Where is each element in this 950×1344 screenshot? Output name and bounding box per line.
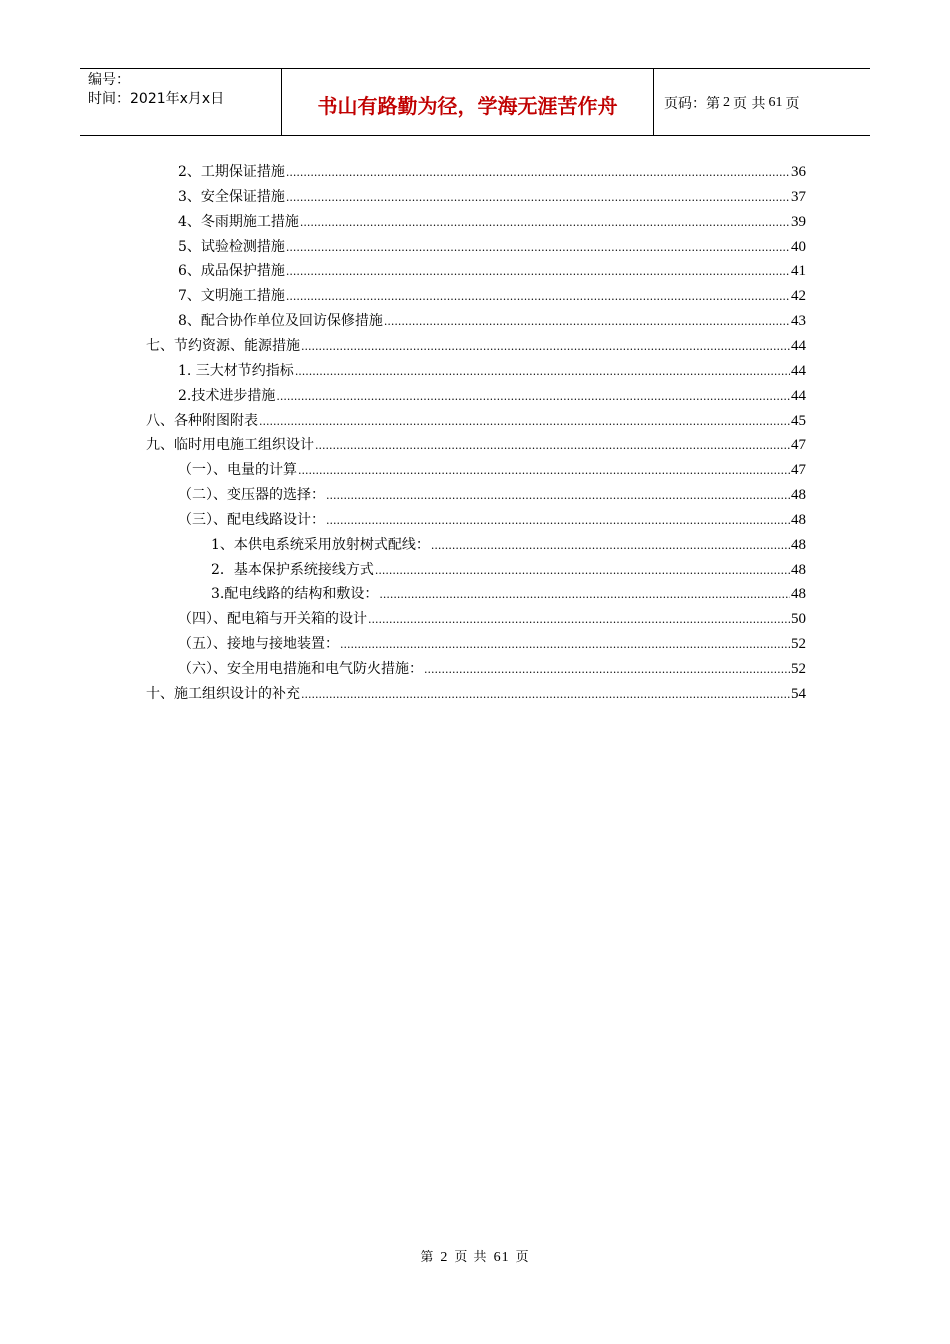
toc-entry-page: 52	[791, 636, 806, 653]
toc-entry-title: （三）、配电线路设计：	[178, 511, 325, 528]
toc-entry[interactable]	[178, 384, 806, 406]
footer-current-page: 2	[440, 1250, 449, 1265]
toc-entry-leader	[286, 189, 790, 207]
toc-entry-page: 43	[791, 313, 806, 330]
toc-entry-title: 七、节约资源、能源措施	[146, 337, 300, 354]
toc-entry-title: （一）、电量的计算	[178, 462, 297, 479]
toc-entry-title: 九、临时用电施工组织设计	[146, 437, 314, 454]
toc-entry-leader	[379, 586, 790, 604]
toc-entry-title: 4、冬雨期施工措施	[178, 213, 299, 230]
header-meta	[80, 69, 282, 135]
toc-entry-page: 42	[791, 288, 806, 305]
toc-entry-page: 41	[791, 263, 806, 280]
toc-entry[interactable]	[178, 259, 806, 281]
header-page-current: 2	[723, 95, 730, 110]
header-page-prefix: 页码：第	[664, 96, 720, 112]
header-page-total: 61	[768, 95, 783, 110]
toc-entry-title: 7、文明施工措施	[178, 288, 285, 305]
toc-entry-page: 48	[791, 561, 806, 578]
toc-entry[interactable]	[146, 409, 806, 431]
toc-entry-leader	[375, 562, 790, 580]
toc-entry-leader	[286, 263, 790, 281]
toc-entry-title: 2.技术进步措施	[178, 387, 276, 404]
toc-entry-page: 39	[791, 213, 806, 230]
toc-entry-leader	[315, 437, 790, 455]
toc-entry-page: 50	[791, 611, 806, 628]
toc-entry-leader	[326, 487, 790, 505]
toc-entry[interactable]	[178, 657, 806, 679]
toc-entry[interactable]	[211, 582, 806, 604]
toc-entry-leader	[301, 686, 790, 704]
toc-entry[interactable]	[146, 433, 806, 455]
footer-suffix: 页	[515, 1250, 530, 1265]
toc-entry[interactable]	[178, 284, 806, 306]
toc-entry-title: （四）、配电箱与开关箱的设计	[178, 611, 367, 628]
header-page-suffix: 页	[785, 96, 800, 112]
toc-entry-leader	[431, 537, 790, 555]
toc-entry[interactable]	[146, 682, 806, 704]
toc-entry-leader	[384, 313, 790, 331]
footer-total-pages: 61	[493, 1250, 510, 1265]
toc-entry-leader	[301, 338, 790, 356]
toc-entry-leader	[295, 363, 790, 381]
footer-mid: 页 共	[454, 1250, 488, 1265]
header-page-mid: 页 共	[733, 96, 766, 112]
toc-entry[interactable]	[178, 458, 806, 480]
toc-entry-page: 36	[791, 164, 806, 180]
toc-entry-title: 8、配合协作单位及回访保修措施	[178, 313, 383, 330]
toc-entry-leader	[368, 611, 790, 629]
document-header	[80, 68, 870, 136]
toc-entry[interactable]	[178, 483, 806, 505]
toc-entry[interactable]	[211, 533, 806, 555]
toc-entry-title: 2．基本保护系统接线方式	[211, 561, 374, 578]
toc-entry-leader	[424, 661, 790, 679]
toc-entry-page: 47	[791, 437, 806, 454]
toc-entry-leader	[326, 512, 790, 530]
toc-entry-title: 十、施工组织设计的补充	[146, 685, 300, 702]
toc-entry-title: 2、工期保证措施	[178, 164, 285, 180]
toc-entry-page: 48	[791, 536, 806, 553]
header-motto: 书山有路勤为径，学海无涯苦作舟	[282, 69, 654, 135]
toc-entry-leader	[298, 462, 790, 480]
toc-entry-leader	[276, 388, 790, 406]
toc-entry-title: 八、各种附图附表	[146, 412, 258, 429]
toc-entry-page: 44	[791, 362, 806, 379]
toc-entry-leader	[340, 636, 790, 654]
toc-entry-title: 6、成品保护措施	[178, 263, 285, 280]
toc-entry-title: 3、安全保证措施	[178, 188, 285, 205]
toc-entry-page: 44	[791, 387, 806, 404]
toc-entry-page: 54	[791, 685, 806, 702]
page-footer	[0, 1246, 950, 1266]
toc-entry[interactable]	[178, 508, 806, 530]
toc-entry-title: （六）、安全用电措施和电气防火措施：	[178, 661, 423, 677]
toc-entry[interactable]	[178, 607, 806, 629]
header-page-info	[654, 69, 870, 135]
toc-entry-page: 37	[791, 188, 806, 205]
toc-entry[interactable]	[178, 235, 806, 257]
toc-entry-leader	[286, 288, 790, 306]
footer-prefix: 第	[420, 1250, 435, 1265]
toc-entry-title: 3.配电线路的结构和敷设：	[211, 586, 379, 603]
toc-entry-page: 48	[791, 586, 806, 603]
toc-entry[interactable]	[178, 210, 806, 232]
document-number-label: 编号：	[88, 72, 130, 88]
toc-entry-title: 5、试验检测措施	[178, 238, 285, 255]
toc-entry[interactable]	[178, 359, 806, 381]
toc-entry[interactable]	[178, 185, 806, 207]
toc-entry-page: 48	[791, 487, 806, 504]
toc-entry[interactable]	[178, 160, 806, 182]
toc-entry-leader	[259, 413, 790, 431]
toc-entry-page: 44	[791, 337, 806, 354]
toc-entry[interactable]	[211, 558, 806, 580]
toc-entry-page: 40	[791, 238, 806, 255]
toc-entry-page: 52	[791, 661, 806, 677]
toc-entry-title: （二）、变压器的选择：	[178, 487, 325, 504]
toc-entry-page: 48	[791, 511, 806, 528]
toc-entry-title: 1、本供电系统采用放射树式配线：	[211, 536, 430, 553]
document-time: 时间：2021年x月x日	[88, 91, 225, 107]
toc-entry-title: 1. 三大材节约指标	[178, 362, 294, 379]
toc-entry[interactable]	[178, 632, 806, 654]
toc-entry-leader	[300, 214, 790, 232]
toc-entry-title: （五）、接地与接地装置：	[178, 636, 339, 653]
toc-entry[interactable]	[146, 334, 806, 356]
toc-entry-page: 47	[791, 462, 806, 479]
toc-entry-page: 45	[791, 412, 806, 429]
toc-entry-leader	[286, 164, 790, 182]
toc-entry[interactable]	[178, 309, 806, 331]
toc-entry-leader	[286, 239, 790, 257]
